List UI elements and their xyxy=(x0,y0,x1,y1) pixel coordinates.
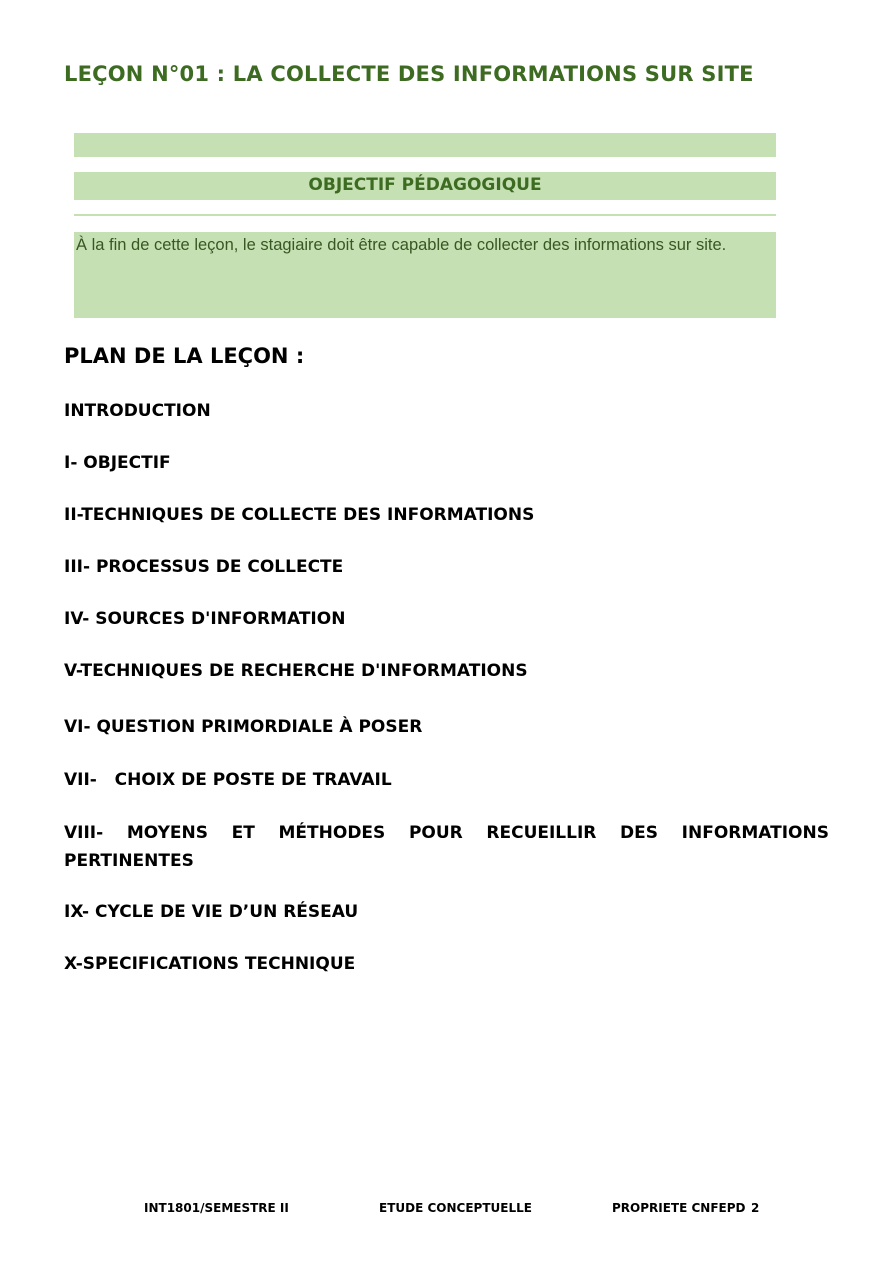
justified-word: ET xyxy=(231,823,255,843)
footer-owner: PROPRIETE CNFEPD xyxy=(612,1201,746,1215)
justified-word: DES xyxy=(620,823,659,843)
plan-item-specifications: X-SPECIFICATIONS TECHNIQUE xyxy=(64,954,356,974)
justified-word: VIII- xyxy=(64,823,104,843)
plan-item-choix-poste: VII- CHOIX DE POSTE DE TRAVAIL xyxy=(64,770,392,790)
justified-word: INFORMATIONS xyxy=(681,823,829,843)
objective-heading: OBJECTIF PÉDAGOGIQUE xyxy=(74,172,776,200)
objective-text: À la fin de cette leçon, le stagiaire doit être capable de collecter des informations sur site. xyxy=(74,232,776,318)
plan-item-techniques-recherche: V-TECHNIQUES DE RECHERCHE D'INFORMATIONS xyxy=(64,661,528,681)
plan-item-introduction: INTRODUCTION xyxy=(64,401,211,421)
justified-word: RECUEILLIR xyxy=(486,823,597,843)
justified-word: MOYENS xyxy=(126,823,209,843)
plan-item-techniques-collecte: II-TECHNIQUES DE COLLECTE DES INFORMATIONS xyxy=(64,505,535,525)
plan-title: PLAN DE LA LEÇON : xyxy=(64,344,305,368)
plan-item-cycle-vie: IX- CYCLE DE VIE D’UN RÉSEAU xyxy=(64,902,359,922)
plan-item-question: VI- QUESTION PRIMORDIALE À POSER xyxy=(64,717,423,737)
footer-subject: ETUDE CONCEPTUELLE xyxy=(379,1201,532,1215)
footer-course: INT1801/SEMESTRE II xyxy=(144,1201,289,1215)
plan-item-moyens-line-2: PERTINENTES xyxy=(64,851,194,871)
plan-item-sources: IV- SOURCES D'INFORMATION xyxy=(64,609,346,629)
objective-divider xyxy=(74,214,776,216)
plan-item-processus: III- PROCESSUS DE COLLECTE xyxy=(64,557,344,577)
justified-word: MÉTHODES xyxy=(278,823,386,843)
plan-item-moyens-line-1 xyxy=(64,819,829,847)
lesson-title: LEÇON N°01 : LA COLLECTE DES INFORMATIONS SUR SITE xyxy=(64,62,754,86)
plan-item-objectif: I- OBJECTIF xyxy=(64,453,171,473)
plan-item-moyens-methodes xyxy=(64,819,829,875)
justified-word: POUR xyxy=(408,823,463,843)
objective-top-band xyxy=(74,133,776,157)
footer-page-number: 2 xyxy=(751,1201,760,1215)
